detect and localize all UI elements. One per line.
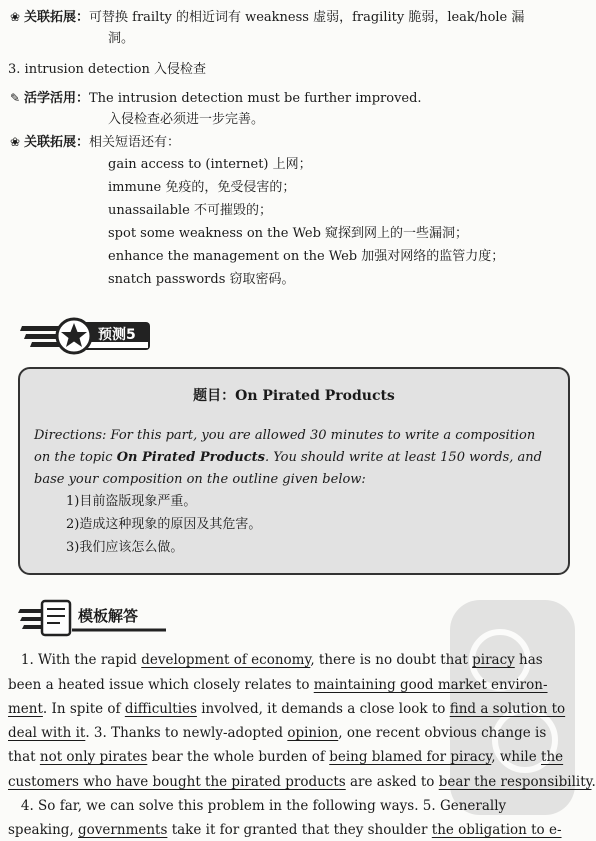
essay-line [8, 771, 596, 793]
phrase-item: gain access to (internet) 上网； [108, 157, 312, 172]
underlined-phrase: ment [8, 701, 43, 717]
template-badge [16, 597, 176, 639]
essay-text: . In spite of [42, 701, 125, 717]
outline-item: 1)目前盗版现象严重。 [66, 494, 197, 509]
underlined-phrase: piracy [472, 652, 515, 668]
leaf-icon: ❀ [9, 10, 21, 24]
underlined-phrase: customers who have bought the pirated products [8, 774, 346, 790]
underlined-phrase: the [541, 749, 564, 765]
essay-text: 1. With the rapid [8, 652, 142, 668]
essay-text: been a heated issue which closely relates to [8, 677, 314, 693]
essay-line [8, 819, 562, 841]
essay-text: . 3. Thanks to newly-adopted [85, 725, 288, 741]
essay-line [8, 698, 565, 720]
essay-text: take it for granted that they shoulder [167, 822, 432, 838]
underlined-phrase: not only pirates [39, 749, 148, 765]
related-extension-line: ❀ 关联拓展：可替换 frailty 的相近词有 weakness 虚弱，fragility 脆弱，leak/hole 漏 [9, 10, 525, 25]
underlined-phrase: deal with it [8, 725, 86, 741]
essay-text: , there is no doubt that [310, 652, 473, 668]
essay-text: that [8, 749, 40, 765]
outline-item: 3)我们应该怎么做。 [66, 540, 184, 555]
essay-line [8, 722, 546, 744]
underlined-phrase: bear the responsibility [438, 774, 592, 790]
phrases-heading: ❀ 关联拓展：相关短语还有： [9, 135, 181, 150]
essay-text: involved, it demands a close look to [196, 701, 450, 717]
underlined-phrase: opinion [287, 725, 339, 741]
underlined-phrase: development of economy [141, 652, 311, 668]
outline-item: 2)造成这种现象的原因及其危害。 [66, 517, 262, 532]
essay-line [8, 649, 543, 671]
question-title: 题目：On Pirated Products [193, 388, 395, 404]
underlined-phrase: governments [78, 822, 168, 838]
pencil-icon: ✎ [9, 91, 21, 105]
underlined-phrase: being blamed for piracy [329, 749, 492, 765]
phrase-item: spot some weakness on the Web 窥探到网上的一些漏洞； [108, 226, 469, 241]
leaf-icon: ❀ [9, 135, 21, 149]
essay-text: speaking, [8, 822, 79, 838]
essay-text: are asked to [345, 774, 439, 790]
underlined-phrase: find a solution to [449, 701, 566, 717]
essay-text: bear the whole burden of [147, 749, 330, 765]
underlined-phrase: difficulties [124, 701, 197, 717]
prediction-label: 预测5 [98, 327, 136, 343]
directions-line-2: on the topic On Pirated Products. You should write at least 150 words, and [34, 450, 542, 465]
essay-line [8, 674, 548, 696]
synonyms-continuation: 洞。 [108, 31, 135, 46]
usage-line: ✎ 活学活用：The intrusion detection must be further improved. [9, 91, 422, 106]
underlined-phrase: the obligation to e- [431, 822, 562, 838]
phrase-item: snatch passwords 窃取密码。 [108, 272, 295, 287]
essay-line [8, 746, 563, 768]
underlined-phrase: maintaining good market environ- [313, 677, 548, 693]
essay-text: has [514, 652, 543, 668]
phrase-item: enhance the management on the Web 加强对网络的监管力度； [108, 249, 505, 264]
usage-translation: 入侵检查必须进一步完善。 [108, 112, 265, 127]
directions-line-3: base your composition on the outline given below: [34, 472, 366, 487]
essay-text: 4. So far, we can solve this problem in the following ways. 5. Generally [8, 798, 507, 814]
essay-text: , one recent obvious change is [338, 725, 547, 741]
item3-heading: 3. intrusion detection 入侵检查 [8, 62, 206, 77]
essay-line [8, 795, 506, 817]
essay-text: , while [491, 749, 542, 765]
template-label: 模板解答 [78, 607, 139, 625]
phrase-item: unassailable 不可摧毁的； [108, 203, 272, 218]
prediction-badge [16, 312, 156, 360]
phrase-item: immune 免疫的，免受侵害的； [108, 180, 296, 195]
directions-line-1: Directions: For this part, you are allowed 30 minutes to write a composition [34, 428, 536, 443]
essay-text: . [591, 774, 596, 790]
question-box [18, 367, 570, 575]
